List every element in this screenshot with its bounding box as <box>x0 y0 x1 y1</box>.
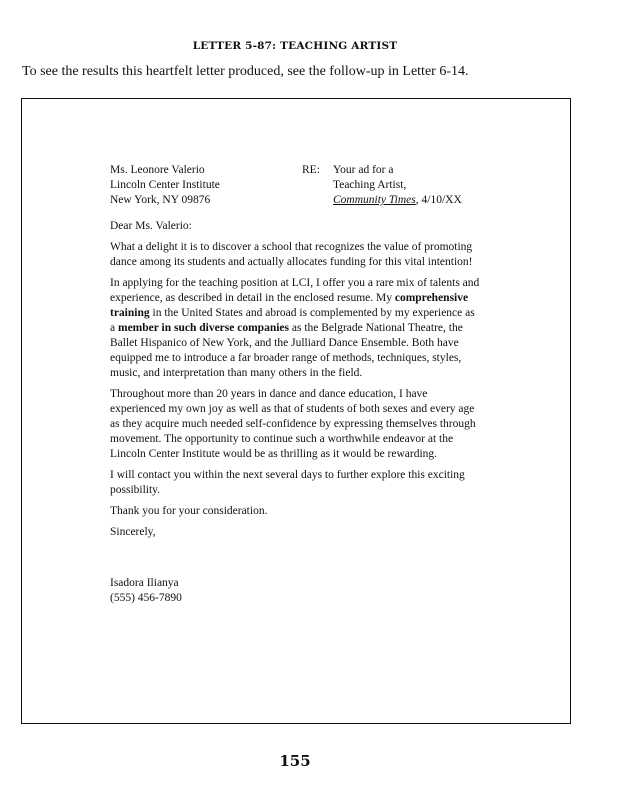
intro-note: To see the results this heartfelt letter produced, see the follow-up in Letter 6-14. <box>22 64 469 79</box>
re-line-1: Your ad for a <box>333 164 394 176</box>
recipient-name: Ms. Leonore Valerio <box>110 164 205 176</box>
signature-block <box>110 576 480 606</box>
page-number: 155 <box>279 752 311 770</box>
address-block <box>110 163 480 219</box>
letter-frame <box>21 98 571 724</box>
greeting: Dear Ms. Valerio: <box>110 220 192 232</box>
signer-phone: (555) 456-7890 <box>110 592 182 604</box>
page-title: LETTER 5-87: TEACHING ARTIST <box>192 40 398 52</box>
paragraph-2 <box>110 276 480 381</box>
letter-body <box>110 163 480 606</box>
recipient-organization: Lincoln Center Institute <box>110 179 220 191</box>
paragraph-2-bold-2: member in such diverse companies <box>117 322 289 334</box>
re-label: RE: <box>302 164 320 176</box>
signoff: Sincerely, <box>110 526 156 538</box>
re-date: , 4/10/XX <box>415 194 462 206</box>
re-publication: Community Times <box>333 194 416 206</box>
paragraph-2-part-1: In applying for the teaching position at LCI, I offer you a rare mix of talents and experience, as described in detail in the enclosed resume. My <box>110 277 480 304</box>
paragraph-3: Throughout more than 20 years in dance and dance education, I have experienced my own joy as well as that of students of both sexes and every age as they acquire much needed self-confidence by expressing themselves through movement. The opportunity to continue such a worthwhile endeavor at the Lincoln Center Institute would be as thrilling as it would be rewarding. <box>110 388 476 460</box>
re-line-3 <box>333 193 462 208</box>
re-line-2: Teaching Artist, <box>333 179 407 191</box>
signer-name: Isadora Ilianya <box>110 577 179 589</box>
paragraph-1: What a delight it is to discover a school that recognizes the value of promoting dance among its students and actually allocates funding for this vital intention! <box>110 241 473 268</box>
recipient-city: New York, NY 09876 <box>110 194 211 206</box>
paragraph-2-bold-1: comprehensive training <box>110 292 469 319</box>
re-subject <box>333 163 462 208</box>
paragraph-2-part-2: in the United States and abroad is complemented by my experience as a <box>110 307 475 334</box>
recipient-address <box>110 163 220 208</box>
paragraph-4: I will contact you within the next several days to further explore this exciting possibility. <box>110 469 465 496</box>
thanks-line: Thank you for your consideration. <box>110 505 268 517</box>
paragraph-2-part-3: as the Belgrade National Theatre, the Ballet Hispanico of New York, and the Julliard Dance Ensemble. Both have equipped me to introduce a far broader range of methods, techniques, styles, music, and interpretation than many others in the field. <box>110 322 463 379</box>
